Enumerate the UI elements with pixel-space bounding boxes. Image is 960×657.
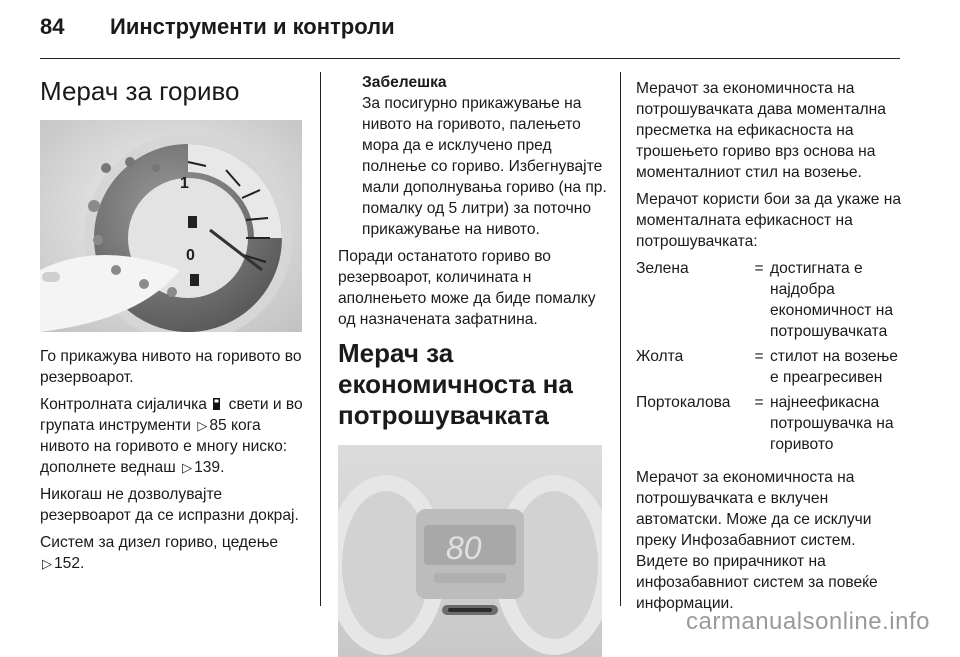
economy-gauge-figure (338, 445, 602, 657)
auto-enable-paragraph: Мерачот за економичноста на потрошувачката е вклучен автоматски. Може да се исклучи преку Инфозабавниот систем. Видете во прирачникот на инфозабавниот систем за повеќе информации. (636, 469, 878, 612)
column-divider-1 (320, 72, 321, 606)
page-ref-152[interactable]: 152. (54, 555, 85, 572)
page-ref-arrow-icon: ▷ (42, 556, 52, 571)
economy-gauge-heading: Мерач за економичноста на потрошувачката (338, 338, 573, 430)
economy-intro-paragraph: Мерачот за економичноста на потрошувачката дава моментална пресметка на ефикасноста на трошењето гориво врз основа на моменталниот стил на возење. (636, 80, 886, 181)
note-text: За посигурно прикажување на нивото на горивото, палењето мора да е исклучено пред полнење со гориво. Избегнувајте мали дополнувања гориво (на пр. помалку од 5 литри) за поточно прикажување на нивото. (362, 95, 607, 238)
column-2 (338, 72, 608, 657)
fuel-warning-icon (213, 398, 222, 410)
page-ref-85[interactable]: 85 (209, 417, 227, 434)
color-intro-paragraph: Мерачот користи бои за да укаже на моменталната ефикасност на потрошувачката: (636, 191, 902, 250)
note-block (338, 72, 608, 240)
display-value: 80 (446, 530, 482, 566)
color-table (636, 258, 902, 459)
column-divider-2 (620, 72, 621, 606)
fuel-pump-icon-small (190, 274, 199, 286)
fuel-pump-icon (188, 216, 197, 228)
note-title: Забелешка (362, 74, 447, 91)
fuel-gauge-figure (40, 120, 302, 332)
header-rule (40, 58, 900, 59)
fuel-gauge-desc: Го прикажува нивото на горивото во резервоарот. (40, 348, 302, 386)
watermark[interactable]: carmanualsonline.info (686, 608, 930, 635)
table-row: Жолта = стилот на возење е преагресивен (636, 348, 898, 386)
page-header (40, 14, 395, 40)
page-ref-139[interactable]: 139. (194, 459, 225, 476)
economy-gauge-illustration (338, 445, 602, 657)
page-ref-arrow-icon: ▷ (197, 418, 208, 433)
column-1 (40, 76, 308, 580)
gauge-label-full: 1 (180, 175, 189, 192)
page-number: 84 (40, 14, 65, 39)
diesel-paragraph: Систем за дизел гориво, цедење ▷ 152. (40, 534, 279, 572)
column-3 (636, 78, 902, 620)
page-ref-arrow-icon: ▷ (182, 460, 193, 475)
fuel-gauge-heading: Мерач за гориво (40, 76, 240, 106)
table-row: Зелена = достигната е најдобра економичност на потрошувачката (636, 260, 894, 340)
table-row: Портокалова = најнеефикасна потрошувачка на горивото (636, 394, 894, 453)
gauge-label-empty: 0 (186, 247, 195, 264)
never-empty-paragraph: Никогаш не дозволувајте резервоарот да се испразни докрај. (40, 486, 299, 524)
warning-light-paragraph: Контролната сијаличка свети и во групата инструменти ▷ 85 кога нивото на горивото е многу ниско: дополнете веднаш ▷ 139. (40, 396, 303, 476)
remaining-fuel-paragraph: Поради останатото гориво во резервоарот, количината н аполнењето може да биде помалку од назначената зафатнина. (338, 248, 596, 328)
fuel-gauge-illustration (40, 120, 302, 332)
chapter-title: Иинструменти и контроли (110, 14, 395, 39)
